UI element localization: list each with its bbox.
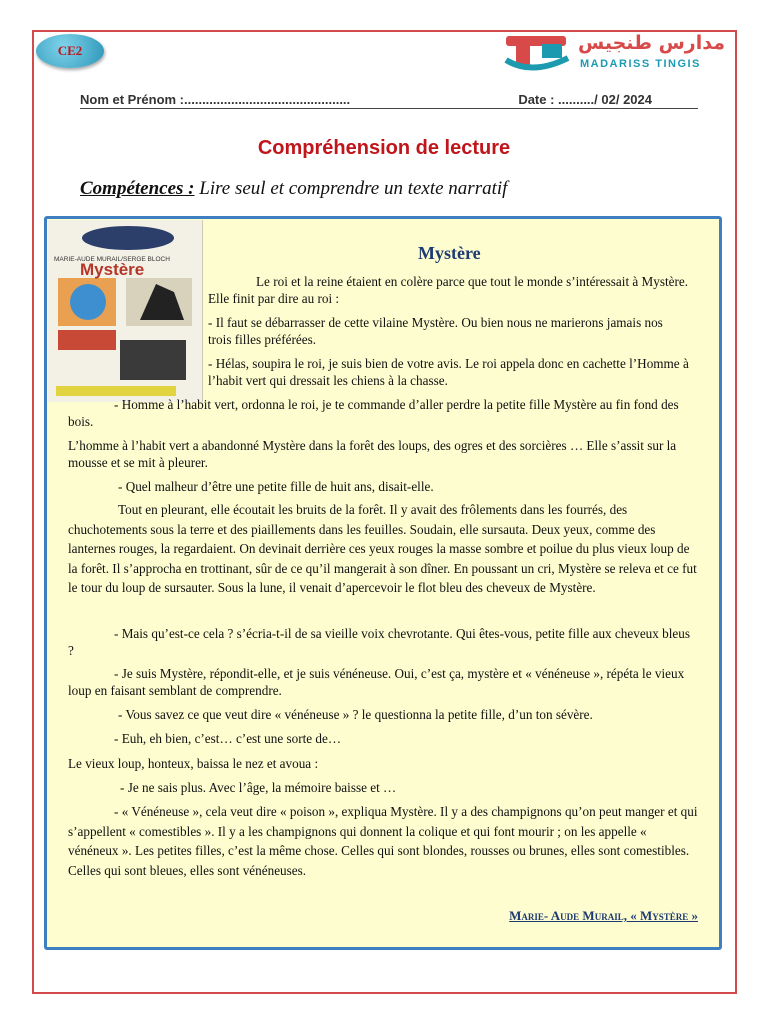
name-field: Nom et Prénom :.............................................. [80, 92, 351, 107]
student-info-line [80, 92, 696, 107]
competences-label: Compétences : [80, 178, 195, 199]
story-paragraph: - Homme à l’habit vert, ordonna le roi, je te commande d’aller perdre la petite fille Mystère au fin fond des bois. [68, 397, 679, 429]
page-title: Compréhension de lecture [257, 137, 511, 159]
school-logo [502, 30, 732, 80]
competences-line [80, 178, 507, 200]
story-paragraph: - Euh, eh bien, c’est… c’est une sorte de… [114, 731, 342, 746]
class-badge [36, 34, 104, 68]
story-paragraph: - Quel malheur d’être une petite fille de huit ans, disait-elle. [118, 479, 434, 494]
story-paragraph: - Hélas, soupira le roi, je suis bien de votre avis. Le roi appela donc en cachette l’Homme à l’habit vert qui dressait les chiens à la chasse. [208, 356, 689, 388]
competences-text: Lire seul et comprendre un texte narratif [194, 178, 508, 199]
story-attribution: Marie- Aude Murail, « Mystère » [509, 908, 698, 923]
story-paragraph: - Il faut se débarrasser de cette vilaine Mystère. Ou bien nous ne marierons jamais nos trois filles préférées. [208, 315, 663, 347]
logo-mark-icon [502, 30, 574, 76]
story-paragraph: - Je suis Mystère, répondit-elle, et je suis vénéneuse. Oui, c’est ça, mystère et « vénéneuse », répéta le vieux loup en faisant semblant de comprendre. [68, 666, 685, 698]
story-paragraph: - « Vénéneuse », cela veut dire « poison », expliqua Mystère. Il y a des champignons qu’on peut manger et qui s’appellent « comestibles ». Il y a les champignons qui donnent la colique et qui font mourir ; on les appelle « vénéneux ». Les petites filles, c’est la même chose. Celles qui sont blondes, rousses ou brunes, elles sont comestibles. Celles qui sont bleues, elles sont vénéneuses. [68, 804, 698, 878]
logo-arabic-text: مدارس طنجيس [578, 32, 725, 54]
story-paragraph: Le roi et la reine étaient en colère parce que tout le monde s’intéressait à Mystère. Elle finit par dire au roi : [208, 274, 689, 306]
story-paragraph: L’homme à l’habit vert a abandonné Mystère dans la forêt des loups, des ogres et des sorcières … Elle s’assit sur la mousse et se mit à pleurer. [68, 438, 677, 470]
header-rule [80, 108, 698, 109]
story-paragraph: - Je ne sais plus. Avec l’âge, la mémoire baisse et … [120, 780, 397, 795]
date-field: Date : ........../ 02/ 2024 [518, 92, 652, 107]
story-paragraph: Le vieux loup, honteux, baissa le nez et avoua : [68, 756, 319, 771]
story-title: Mystère [418, 243, 481, 263]
story-paragraph: - Vous savez ce que veut dire « vénéneuse » ? le questionna la petite fille, d’un ton sévère. [118, 707, 593, 722]
cover-title: Mystère [80, 260, 145, 279]
story-paragraph: Tout en pleurant, elle écoutait les bruits de la forêt. Il y avait des frôlements dans les fourrés, des chuchotements sous la terre et des piaillements dans les feuilles. Soudain, elle sursauta. Deux yeux, comme des lanternes rouges, la regardaient. On devinait derrière ces yeux rouges la masse sombre et poilue du plus vieux loup de la forêt. Il s’approcha en trottinant, sûr de ce qu’il mangerait à son dîner. En poussant un cri, Mystère se releva et ce fut le tour du loup de sursauter. Sous la lune, il venait d’apercevoir le flot bleu des cheveux de Mystère. [68, 502, 697, 595]
cover-authors: MARIE-AUDE MURAIL/SERGE BLOCH [54, 256, 170, 263]
book-cover-image [48, 220, 203, 402]
story-paragraph: - Mais qu’est-ce cela ? s’écria-t-il de sa vieille voix chevrotante. Qui êtes-vous, petite fille aux cheveux bleus ? [68, 626, 690, 658]
logo-latin-text: MADARISS TINGIS [580, 58, 701, 70]
class-badge-label: CE2 [57, 43, 83, 58]
